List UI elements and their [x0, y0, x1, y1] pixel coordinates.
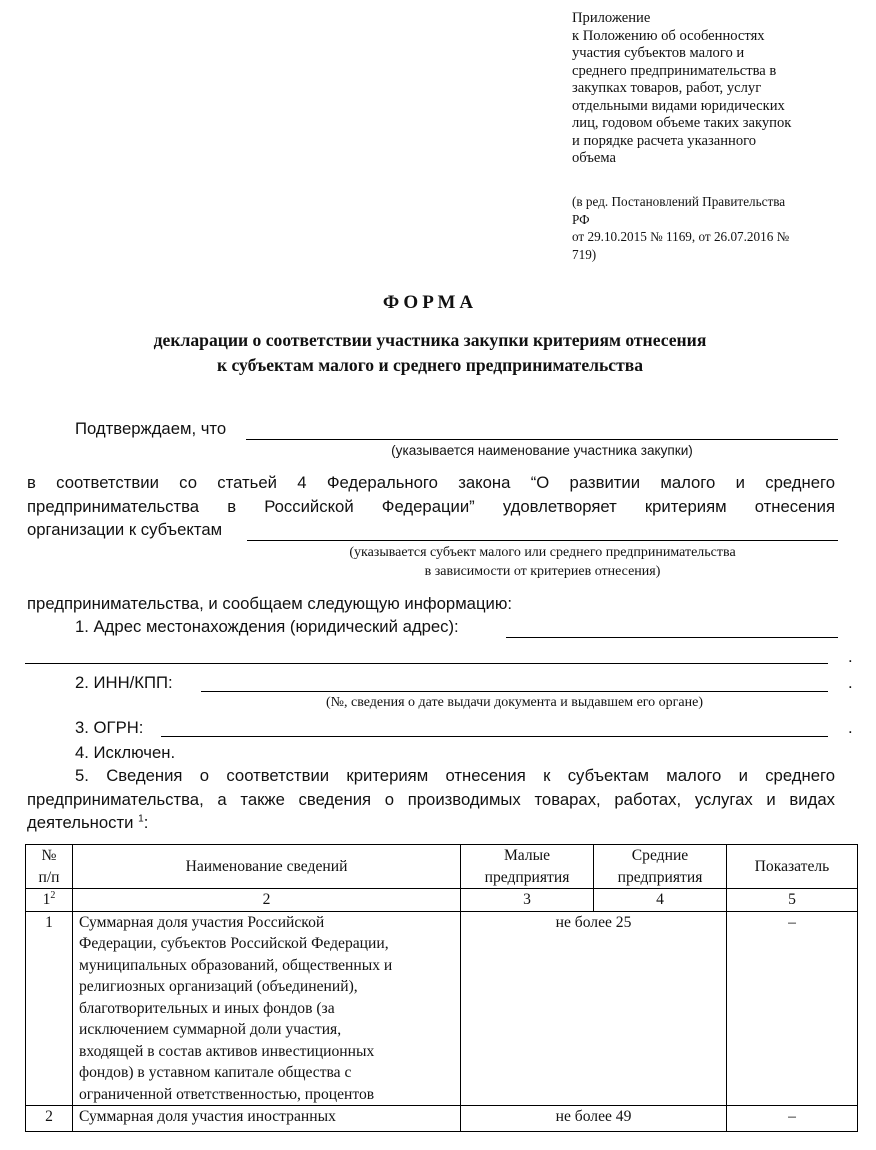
- col-number-3: 3: [461, 889, 594, 912]
- footnote-1-marker[interactable]: 1: [138, 813, 144, 825]
- column-number-row: [26, 889, 858, 912]
- item2-label: 2. ИНН/КПП:: [75, 673, 173, 692]
- row-number: 1: [26, 911, 73, 1106]
- col-number-4: 4: [594, 889, 727, 912]
- subject-type-hint: [247, 543, 838, 581]
- table-row: [26, 911, 858, 1106]
- confirm-label: Подтверждаем, что: [75, 419, 227, 438]
- appendix-line: участия субъектов малого и: [572, 45, 745, 61]
- header-small-enterprises: [461, 845, 594, 889]
- table-row: [26, 1106, 858, 1132]
- row-description-line: муниципальных образований, общественных и: [79, 956, 393, 974]
- inn-kpp-end-dot: .: [848, 673, 853, 692]
- row-indicator: –: [727, 911, 858, 1106]
- table-header-row: [26, 845, 858, 889]
- appendix-line: отдельными видами юридических: [572, 97, 785, 114]
- appendix-block: [572, 10, 842, 168]
- para2: предпринимательства, и сообщаем следующую информацию:: [27, 594, 512, 613]
- row-description-line: исключением суммарной доли участия,: [79, 1021, 342, 1038]
- item5-line2: предпринимательства, а также сведения о производимых товарах, работах, услугах и видах: [27, 790, 835, 809]
- inn-kpp-hint: (№, сведения о дате выдачи документа и выдавшем его органе): [325, 695, 704, 710]
- row-description: [73, 1106, 461, 1132]
- header-medium-enterprises: [594, 845, 727, 889]
- participant-name-field[interactable]: [246, 439, 838, 440]
- row-description-line: Федерации, субъектов Российской Федерации,: [79, 935, 389, 952]
- subject-hint-line1: (указывается субъект малого или среднего предпринимательства: [349, 545, 736, 560]
- row-description-line: ограниченной ответственностью, процентов: [79, 1085, 375, 1103]
- appendix-line: закупках товаров, работ, услуг: [572, 80, 762, 96]
- row-indicator: –: [727, 1106, 858, 1132]
- appendix-line: Приложение: [572, 10, 651, 26]
- item4-label: 4. Исключен.: [75, 743, 176, 762]
- appendix-line: среднего предпринимательства в: [572, 62, 777, 79]
- header-medium-line2: предприятия: [617, 868, 703, 886]
- form-subtitle-line1: декларации о соответствии участника закупки критериям отнесения: [153, 330, 707, 350]
- header-number: [26, 845, 73, 889]
- header-number-line1: №: [41, 847, 57, 864]
- footnote-2-marker[interactable]: 2: [50, 889, 56, 901]
- row-description-line: фондов) в уставном капитале общества с: [79, 1064, 352, 1081]
- appendix-line: и порядке расчета указанного: [572, 132, 757, 149]
- item5-line3-text: деятельности: [27, 813, 134, 832]
- row-description-line: Суммарная доля участия иностранных: [79, 1108, 336, 1125]
- col-number-1-text: 1: [42, 891, 51, 908]
- criteria-table: [25, 844, 858, 1132]
- appendix-line: к Положению об особенностях: [572, 27, 765, 44]
- row-description-line: Суммарная доля участия Российской: [79, 913, 325, 931]
- address-end-dot: .: [848, 647, 853, 666]
- item5-line1: 5. Сведения о соответствии критериям отнесения к субъектам малого и среднего: [75, 766, 835, 785]
- item1-label: 1. Адрес местонахождения (юридический адрес):: [75, 617, 459, 636]
- header-name: Наименование сведений: [73, 845, 461, 889]
- row-description-line: благотворительных и иных фондов (за: [79, 999, 335, 1017]
- row-number: 2: [26, 1106, 73, 1132]
- para1-line2: предпринимательства в Российской Федерации” удовлетворяет критериям отнесения: [27, 497, 835, 516]
- item5-line3-colon: :: [143, 813, 149, 832]
- ogrn-end-dot: .: [848, 718, 853, 737]
- item3-label: 3. ОГРН:: [75, 718, 144, 737]
- para1-line1: в соответствии со статьей 4 Федерального закона “О развитии малого и среднего: [27, 473, 835, 492]
- header-small-line2: предприятия: [484, 868, 570, 886]
- subject-hint-line2: в зависимости от критериев отнесения): [424, 564, 661, 579]
- inn-kpp-field[interactable]: [201, 691, 828, 692]
- form-title: ФОРМА: [382, 292, 478, 313]
- amendment-line: (в ред. Постановлений Правительства: [572, 194, 786, 209]
- appendix-line: лиц, годовом объеме таких закупок: [572, 115, 792, 131]
- amendment-line: 719): [572, 246, 597, 262]
- row-description-line: религиозных организаций (объединений),: [79, 978, 358, 995]
- row-description: [73, 911, 461, 1106]
- header-indicator: Показатель: [727, 845, 858, 889]
- col-number-5: 5: [727, 889, 858, 912]
- col-number-1: [26, 889, 73, 912]
- header-small-line1: Малые: [503, 847, 551, 864]
- col-number-2: 2: [73, 889, 461, 912]
- row-description-line: входящей в состав активов инвестиционных: [79, 1042, 375, 1060]
- amendment-line: РФ: [572, 211, 590, 227]
- para1-line3: организации к субъектам: [27, 520, 223, 539]
- ogrn-field[interactable]: [161, 736, 828, 737]
- form-subtitle-line2: к субъектам малого и среднего предпринимательства: [216, 355, 644, 375]
- participant-name-hint: (указывается наименование участника закупки): [391, 443, 693, 458]
- appendix-line: объема: [572, 150, 616, 166]
- address-field[interactable]: [506, 637, 838, 638]
- amendment-note: [572, 193, 842, 263]
- subject-type-field[interactable]: [247, 540, 838, 541]
- row-value: не более 25: [461, 911, 727, 1106]
- address-field-continued[interactable]: [25, 663, 828, 664]
- item5-line3: [27, 813, 148, 833]
- header-medium-line1: Средние: [631, 847, 689, 864]
- header-number-line2: п/п: [38, 868, 60, 886]
- row-value: не более 49: [461, 1106, 727, 1132]
- amendment-line: от 29.10.2015 № 1169, от 26.07.2016 №: [572, 229, 790, 244]
